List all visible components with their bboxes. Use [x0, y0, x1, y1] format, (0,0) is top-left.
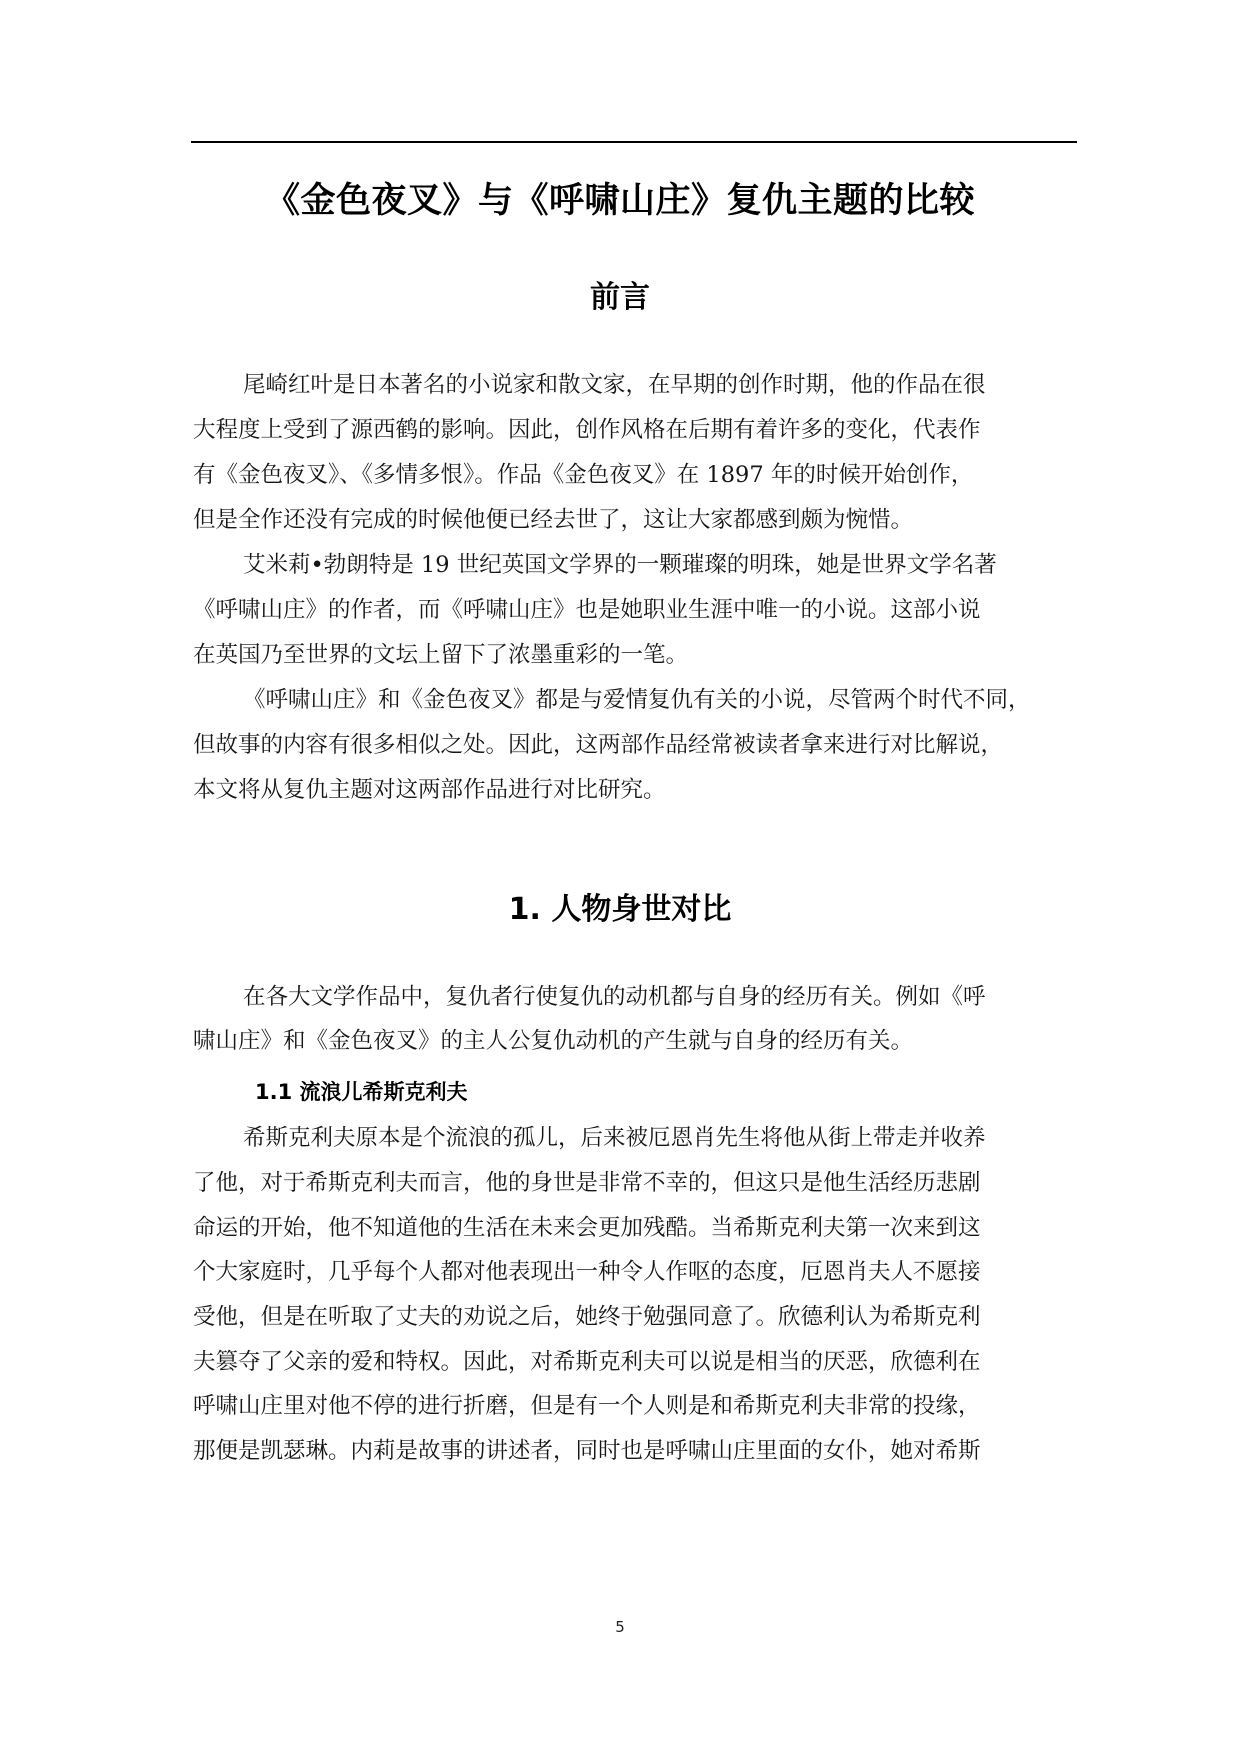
paragraph-line: 夫篡夺了父亲的爱和特权。因此，对希斯克利夫可以说是相当的厌恶，欣德利在 [193, 1349, 981, 1375]
paragraph-line: 那便是凯瑟琳。内莉是故事的讲述者，同时也是呼啸山庄里面的女仆，她对希斯 [193, 1438, 981, 1464]
page-number: 5 [615, 1618, 625, 1636]
paragraph-line: 受他，但是在听取了丈夫的劝说之后，她终于勉强同意了。欣德利认为希斯克利 [193, 1304, 981, 1330]
paragraph-line: 《呼啸山庄》和《金色夜叉》都是与爱情复仇有关的小说，尽管两个时代不同， [243, 687, 1031, 713]
subsection-1-1-heading: 1.1 流浪儿希斯克利夫 [255, 1080, 468, 1104]
paragraph-line: 大程度上受到了源西鹤的影响。因此，创作风格在后期有着许多的变化，代表作 [193, 417, 981, 443]
paragraph-line: 《呼啸山庄》的作者，而《呼啸山庄》也是她职业生涯中唯一的小说。这部小说 [193, 597, 981, 623]
paragraph-line: 在英国乃至世界的文坛上留下了浓墨重彩的一笔。 [193, 642, 689, 668]
paragraph-line: 呼啸山庄里对他不停的进行折磨，但是有一个人则是和希斯克利夫非常的投缘， [193, 1393, 981, 1419]
header-rule [191, 141, 1077, 143]
paragraph-line: 了他，对于希斯克利夫而言，他的身世是非常不幸的，但这只是他生活经历悲剧 [193, 1170, 981, 1196]
preface-heading: 前言 [590, 280, 650, 315]
paragraph-line: 艾米莉•勃朗特是 19 世纪英国文学界的一颗璀璨的明珠，她是世界文学名著 [243, 552, 997, 578]
paragraph-line: 但故事的内容有很多相似之处。因此，这两部作品经常被读者拿来进行对比解说， [193, 732, 1004, 758]
document-title: 《金色夜叉》与《呼啸山庄》复仇主题的比较 [264, 181, 975, 221]
paragraph-line: 在各大文学作品中，复仇者行使复仇的动机都与自身的经历有关。例如《呼 [243, 984, 986, 1010]
paragraph-line: 希斯克利夫原本是个流浪的孤儿，后来被厄恩肖先生将他从街上带走并收养 [243, 1125, 986, 1151]
paragraph-line: 啸山庄》和《金色夜叉》的主人公复仇动机的产生就与自身的经历有关。 [193, 1028, 914, 1054]
paragraph-line: 有《金色夜叉》、《多情多恨》。作品《金色夜叉》在 1897 年的时候开始创作， [193, 462, 974, 488]
paragraph-line: 命运的开始，他不知道他的生活在未来会更加残酷。当希斯克利夫第一次来到这 [193, 1215, 981, 1241]
paragraph-line: 本文将从复仇主题对这两部作品进行对比研究。 [193, 777, 666, 803]
section-1-heading: 1. 人物身世对比 [508, 892, 732, 927]
paragraph-line: 个大家庭时，几乎每个人都对他表现出一种令人作呕的态度，厄恩肖夫人不愿接 [193, 1259, 981, 1285]
paragraph-line: 但是全作还没有完成的时候他便已经去世了，这让大家都感到颇为惋惜。 [193, 507, 914, 533]
paragraph-line: 尾崎红叶是日本著名的小说家和散文家，在早期的创作时期，他的作品在很 [243, 372, 986, 398]
